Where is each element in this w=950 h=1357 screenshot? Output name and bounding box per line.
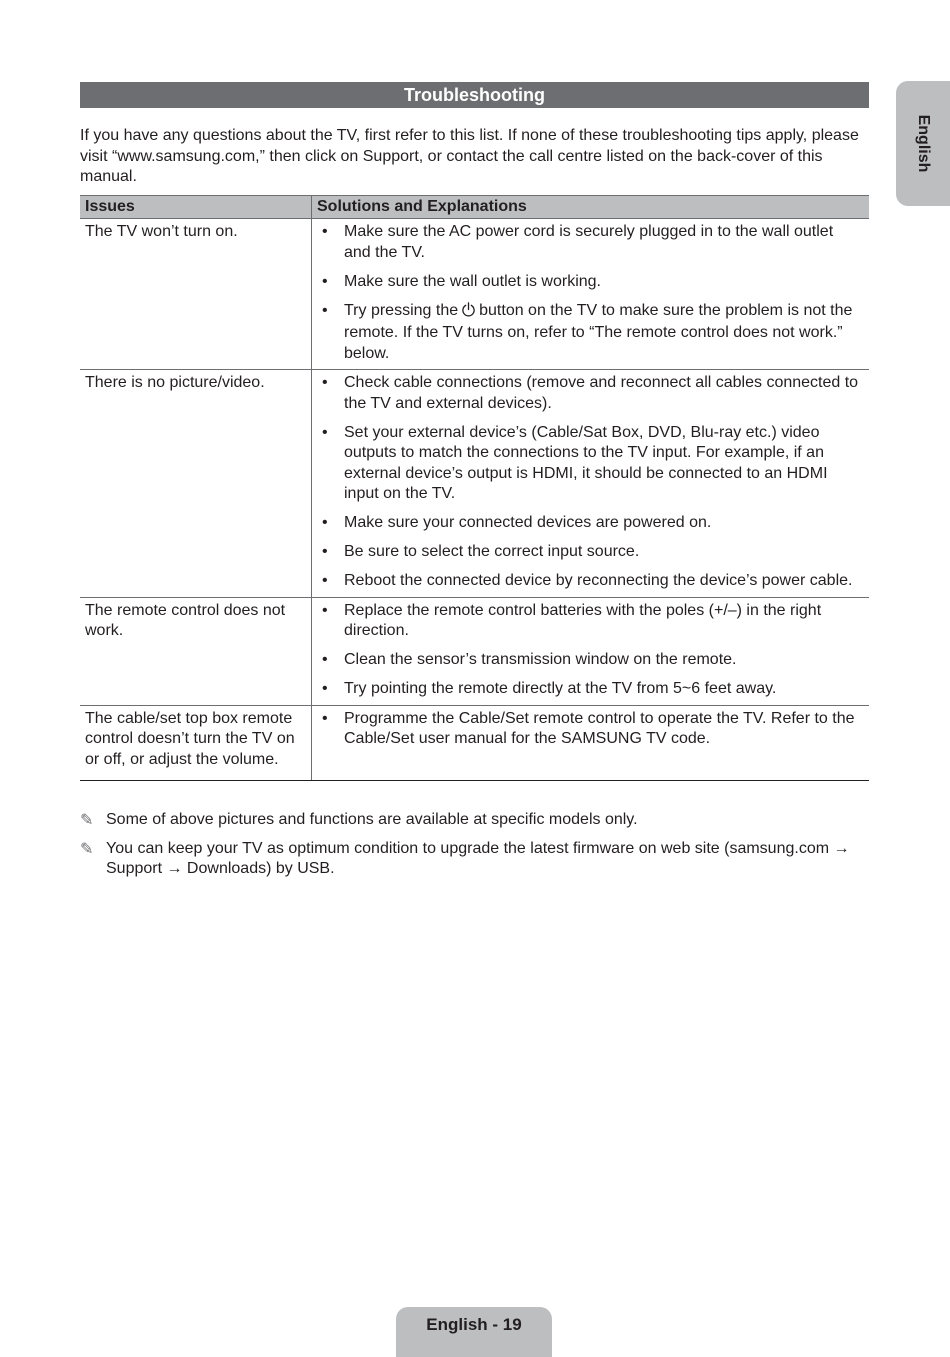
solution-text: Replace the remote control batteries with the poles (+/–) in the right direction. [344,601,822,639]
solution-text: Make sure the AC power cord is securely plugged in to the wall outlet and the TV. [344,223,834,261]
solution-text: Make sure your connected devices are powered on. [344,514,712,531]
page-number-label: English - 19 [426,1315,522,1334]
bullet-icon: • [322,543,328,560]
solution-list [317,222,864,364]
solution-list [317,373,864,592]
solution-text: Set your external device’s (Cable/Sat Box, DVD, Blu-ray etc.) video outputs to match the connections to the TV input. For example, if an external device’s output is HDMI, it should be connected to an HDMI input on the TV. [344,423,828,502]
issue-cell: There is no picture/video. [80,370,312,598]
issue-cell: The cable/set top box remote control doesn’t turn the TV on or off, or adjust the volume. [80,705,312,781]
table-row [80,370,869,598]
bullet-icon: • [322,680,328,697]
solution-item [317,679,864,700]
language-side-tab-label: English [915,114,932,173]
solutions-cell [312,597,870,705]
solution-item [317,373,864,414]
note-text: You can keep your TV as optimum condition to upgrade the latest firmware on web site (samsung.com → Support → Downloads) by USB. [106,839,850,878]
solution-item [317,571,864,592]
table-row [80,219,869,370]
pencil-note-icon: ✎ [80,840,94,858]
solution-item [317,222,864,263]
solution-item [317,709,864,750]
solution-text: Be sure to select the correct input source. [344,543,640,560]
page-number-tab [396,1307,552,1357]
bullet-icon: • [322,514,328,531]
bullet-icon: • [322,651,328,668]
solution-item [317,513,864,534]
note-item [80,810,870,831]
solution-list [317,709,864,750]
solution-text-after-icon: button on the TV to make sure the problem is not the remote. If the TV turns on, refer to “The remote control does not work.” below. [344,301,853,362]
bullet-icon: • [322,223,328,240]
language-side-tab [896,81,950,206]
solutions-column-header: Solutions and Explanations [312,196,870,219]
solution-item [317,301,864,365]
solution-item [317,423,864,505]
bullet-icon: • [322,301,328,319]
bullet-icon: • [322,709,328,727]
solutions-cell [312,370,870,598]
table-row [80,705,869,781]
notes-section [80,810,870,888]
note-text: Some of above pictures and functions are available at specific models only. [106,811,638,828]
table-header-row [80,196,869,219]
note-item [80,839,870,880]
solutions-cell [312,705,870,781]
bullet-icon: • [322,601,328,619]
pencil-note-icon: ✎ [80,812,94,829]
solution-text: Make sure the wall outlet is working. [344,272,601,290]
solution-list [317,601,864,700]
solution-item [317,650,864,671]
solution-item [317,272,864,293]
intro-paragraph: If you have any questions about the TV, first refer to this list. If none of these troubleshooting tips apply, please visit “www.samsung.com,” then click on Support, or contact the call centre listed on the back-cover of this manual. [80,127,859,186]
solution-item [317,542,864,563]
issues-column-header: Issues [80,196,312,219]
bullet-icon: • [322,423,328,441]
power-icon [461,302,476,324]
solution-item [317,601,864,642]
solution-text: Try pointing the remote directly at the TV from 5~6 feet away. [344,680,777,697]
section-title: Troubleshooting [404,85,545,105]
table-row [80,597,869,705]
bullet-icon: • [322,374,328,391]
issue-cell: The TV won’t turn on. [80,219,312,370]
solutions-cell [312,219,870,370]
section-title-bar [80,82,869,108]
solution-text: Clean the sensor’s transmission window on the remote. [344,651,737,668]
solution-text-before-icon: Try pressing the [344,301,459,319]
bullet-icon: • [322,272,328,290]
issue-cell: The remote control does not work. [80,597,312,705]
troubleshooting-table [80,195,869,781]
solution-text: Check cable connections (remove and reconnect all cables connected to the TV and external devices). [344,374,859,412]
solution-text: Reboot the connected device by reconnecting the device’s power cable. [344,572,853,589]
bullet-icon: • [322,572,328,589]
solution-text: Programme the Cable/Set remote control to operate the TV. Refer to the Cable/Set user manual for the SAMSUNG TV code. [344,709,855,747]
